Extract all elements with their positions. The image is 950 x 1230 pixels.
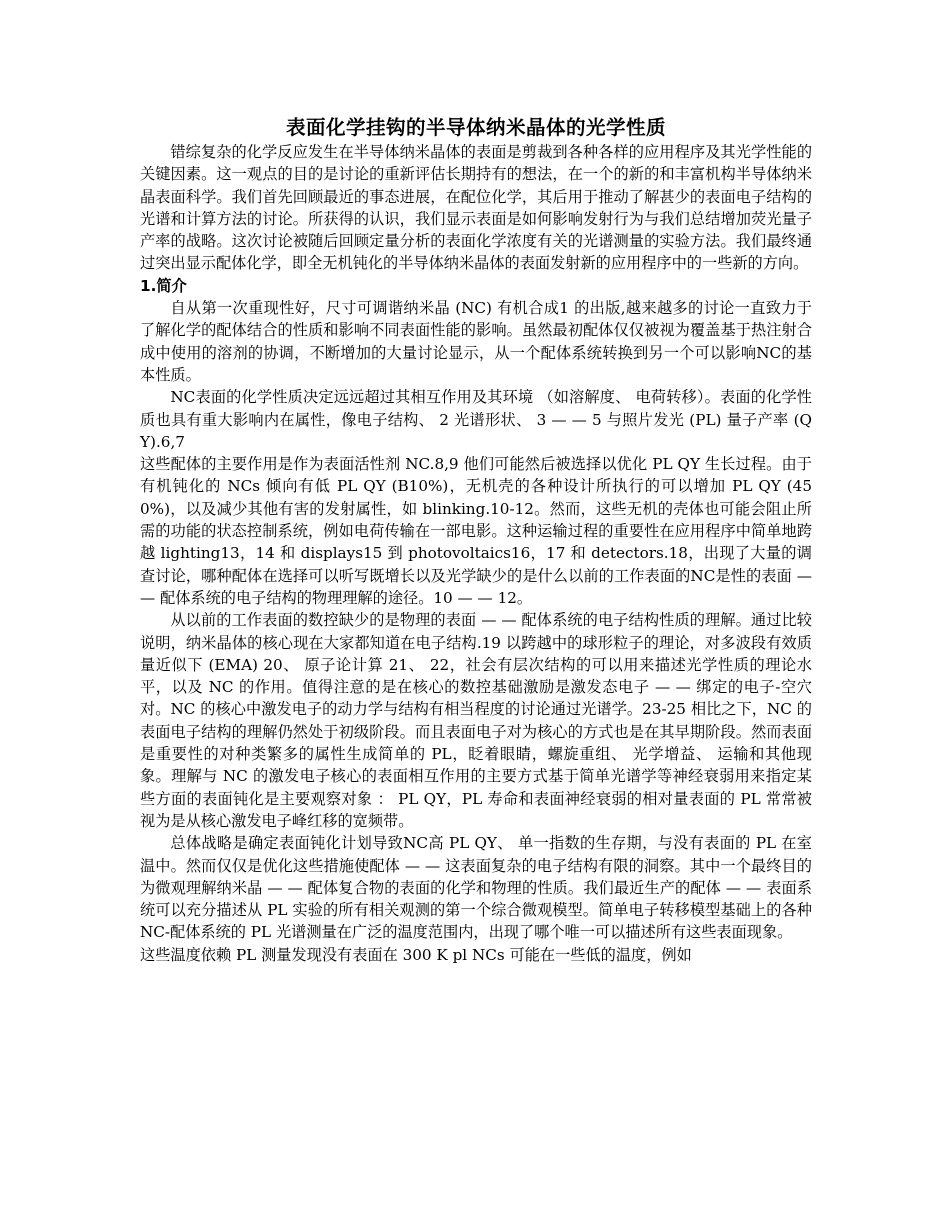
- body-paragraph-6: 这些温度依赖 PL 测量发现没有表面在 300 K pl NCs 可能在一些低的温度，例如: [140, 945, 692, 964]
- body-paragraph-5: 总体战略是确定表面钝化计划导致NC高 PL QY、 单一指数的生存期，与没有表面的 PL 在室温中。然而仅仅是优化这些措施使配体 — — 这表面复杂的电子结构有限的洞察。其中一个最终目的为微观理解纳米晶 — — 配体复合物的表面的化学和物理的性质。我们最近生产的配体 — — 表面系统可以充分描述从 PL 实验的所有相关观测的第一个综合微观模型。简单电子转移模型基础上的各种NC-配体系统的 PL 光谱测量在广泛的温度范围内，出现了哪个唯一可以描述所有这些表面现象。: [140, 834, 812, 942]
- body-paragraph-1: 自从第一次重现性好，尺寸可调谐纳米晶 (NC) 有机合成1 的出版,越来越多的讨论一直致力于了解化学的配体结合的性质和影响不同表面性能的影响。虽然最初配体仅仅被视为覆盖基于热注射合成中使用的溶剂的协调，不断增加的大量讨论显示，从一个配体系统转换到另一个可以影响NC的基本性质。: [140, 299, 812, 384]
- body-paragraph-3: 这些配体的主要作用是作为表面活性剂 NC.8,9 他们可能然后被选择以优化 PL QY 生长过程。由于有机钝化的 NCs 倾向有低 PL QY (B10%)，无机壳的各种设计所执行的可以增加 PL QY (450%)，以及减少其他有害的发射属性，如 blinking.10‑12。然而，这些无机的壳体也可能会阻止所需的功能的状态控制系统，例如电荷传输在一部电影。这种运输过程的重要性在应用程序中简单地跨越 lighting13，14 和 displays15 到 photovoltaics16，17 和 detectors.18，出现了大量的调查讨论，哪种配体在选择可以听写既增长以及光学缺少的是什么以前的工作表面的NC是性的表面 — — 配体系统的电子结构的物理理解的途径。10 — — 12。: [140, 455, 812, 607]
- document-page: [140, 116, 812, 966]
- section-heading-introduction: 1.简介: [140, 276, 187, 295]
- document-title: 表面化学挂钩的半导体纳米晶体的光学性质: [285, 116, 666, 139]
- abstract-paragraph: 错综复杂的化学反应发生在半导体纳米晶体的表面是剪裁到各种各样的应用程序及其光学性能的关键因素。这一观点的目的是讨论的重新评估长期持有的想法，在一个的新的和丰富机构半导体纳米晶表面科学。我们首先回顾最近的事态进展，在配位化学，其后用于推动了解甚少的表面电子结构的光谱和计算方法的讨论。所获得的认识，我们显示表面是如何影响发射行为与我们总结增加荧光量子产率的战略。这次讨论被随后回顾定量分析的表面化学浓度有关的光谱测量的实验方法。我们最终通过突出显示配体化学，即全无机钝化的半导体纳米晶体的表面发射新的应用程序中的一些新的方向。: [140, 143, 812, 273]
- body-paragraph-4: 从以前的工作表面的数控缺少的是物理的表面 — — 配体系统的电子结构性质的理解。通过比较说明，纳米晶体的核心现在大家都知道在电子结构.19 以跨越中的球形粒子的理论，对多波段有效质量近似下 (EMA) 20、 原子论计算 21、 22，社会有层次结构的可以用来描述光学性质的理论水平，以及 NC 的作用。值得注意的是在核心的数控基础激励是激发态电子 — — 绑定的电子-空穴对。NC 的核心中激发电子的动力学与结构有相当程度的讨论通过光谱学。23‑25 相比之下，NC 的表面电子结构的理解仍然处于初级阶段。而且表面电子对为核心的方式也是在其早期阶段。然而表面是重要性的对种类繁多的属性生成简单的 PL，眨着眼睛，螺旋重组、 光学增益、 运输和其他现象。理解与 NC 的激发电子核心的表面相互作用的主要方式基于简单光谱学等神经衰弱用来指定某些方面的表面钝化是主要观察对象 ： PL QY，PL 寿命和表面神经衰弱的相对量表面的 PL 常常被视为是从核心激发电子峰红移的宽频带。: [140, 611, 812, 830]
- body-paragraph-2: NC表面的化学性质决定远远超过其相互作用及其环境 （如溶解度、 电荷转移）。表面的化学性质也具有重大影响内在属性，像电子结构、 2 光谱形状、 3 — — 5 与照片发光 (PL) 量子产率 (QY).6,7: [140, 388, 812, 451]
